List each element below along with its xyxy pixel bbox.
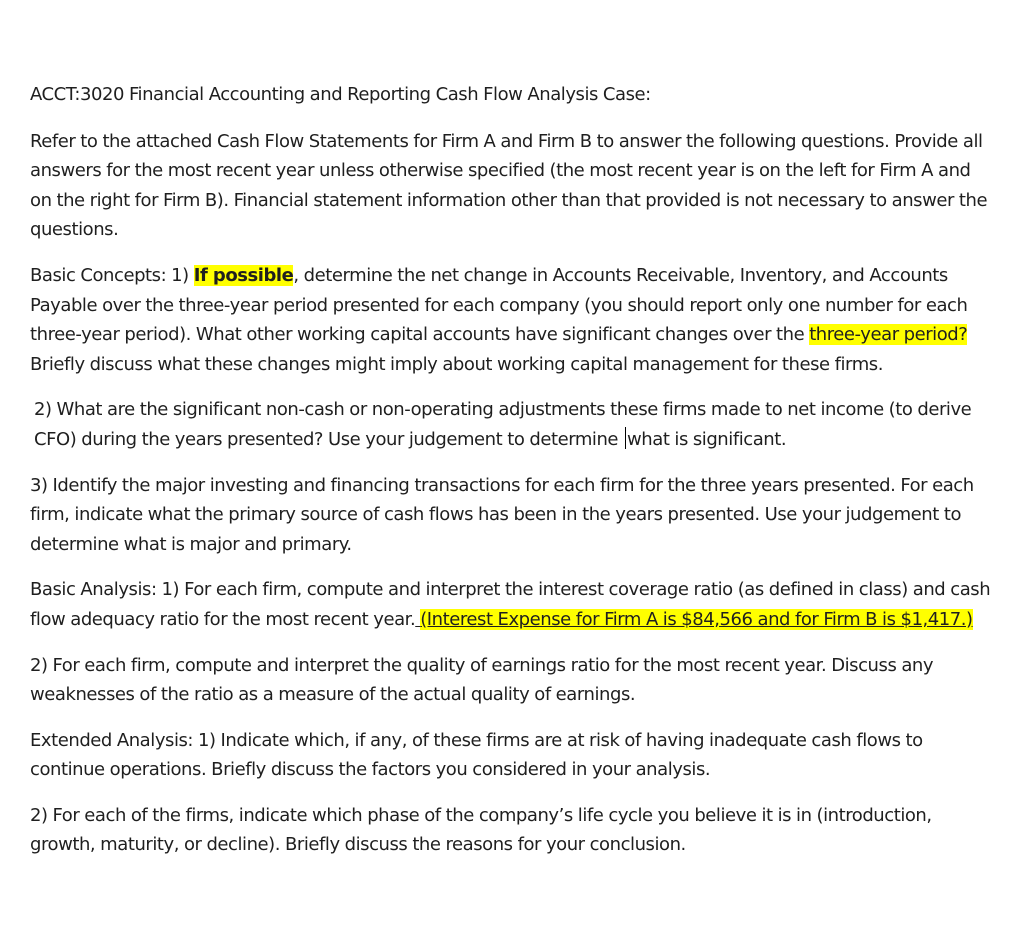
basic-analysis-q2 <box>30 651 994 710</box>
document-title <box>30 80 994 110</box>
basic-analysis-q2-text: 2) For each firm, compute and interpret the quality of earnings ratio for the most recent year. Discuss any weaknesses of the ratio as a measure of the actual quality of earnings. <box>30 654 934 706</box>
basic-concepts-q3 <box>30 471 994 560</box>
basic-concepts-q1-suffix: Briefly discuss what these changes might imply about working capital management for these firms. <box>30 353 883 375</box>
extended-analysis-q2 <box>30 801 994 860</box>
intro-paragraph <box>30 127 994 245</box>
basic-analysis-q1 <box>30 575 994 634</box>
intro-text: Refer to the attached Cash Flow Statements for Firm A and Firm B to answer the following questions. Provide all answers for the most recent year unless otherwise specified (the most recent year is on the left for Firm A and on the right for Firm B). Financial statement information other than that provided is not necessary to answer the questions. <box>30 130 988 241</box>
basic-concepts-q2-text: 2) What are the significant non-cash or non-operating adjustments these firms made to net income (to derive CFO) during the years presented? Use your judgement to determine <box>34 399 972 450</box>
basic-concepts-q1-prefix: Basic Concepts: 1) <box>30 264 194 286</box>
highlight-three-year-period: three-year period? <box>809 324 968 346</box>
basic-concepts-q1 <box>30 261 994 379</box>
basic-concepts-q2-end: what is significant. <box>627 428 787 450</box>
basic-concepts-q3-text: 3) Identify the major investing and financing transactions for each firm for the three years presented. For each firm, indicate what the primary source of cash flows has been in the years presented. Use your judgement to determine what is major and primary. <box>30 474 974 555</box>
text-cursor <box>625 427 626 449</box>
highlight-interest-expense: (Interest Expense for Firm A is $84,566 and for Firm B is $1,417.) <box>420 608 973 630</box>
extended-analysis-q2-text: 2) For each of the firms, indicate which phase of the company’s life cycle you believe it is in (introduction, growth, maturity, or decline). Briefly discuss the reasons for your conclusion. <box>30 804 932 856</box>
document-title-text: ACCT:3020 Financial Accounting and Reporting Cash Flow Analysis Case: <box>30 84 651 105</box>
highlight-if-possible: If possible <box>193 264 294 286</box>
basic-concepts-q1-middle: , determine the net change in Accounts Receivable, Inventory, and Accounts Payable over the three-year period presented for each company (you should report only one number for each three-year period). What other working capital accounts have significant changes over the <box>30 264 968 346</box>
extended-analysis-q1-text: Extended Analysis: 1) Indicate which, if any, of these firms are at risk of having inadequate cash flows to continue operations. Briefly discuss the factors you considered in your analysis. <box>30 729 923 781</box>
basic-concepts-q2 <box>30 395 994 454</box>
extended-analysis-q1 <box>30 726 994 785</box>
basic-analysis-q1-text: Basic Analysis: 1) For each firm, compute and interpret the interest coverage ratio (as defined in class) and cash flow adequacy ratio for the most recent year. <box>30 579 991 630</box>
